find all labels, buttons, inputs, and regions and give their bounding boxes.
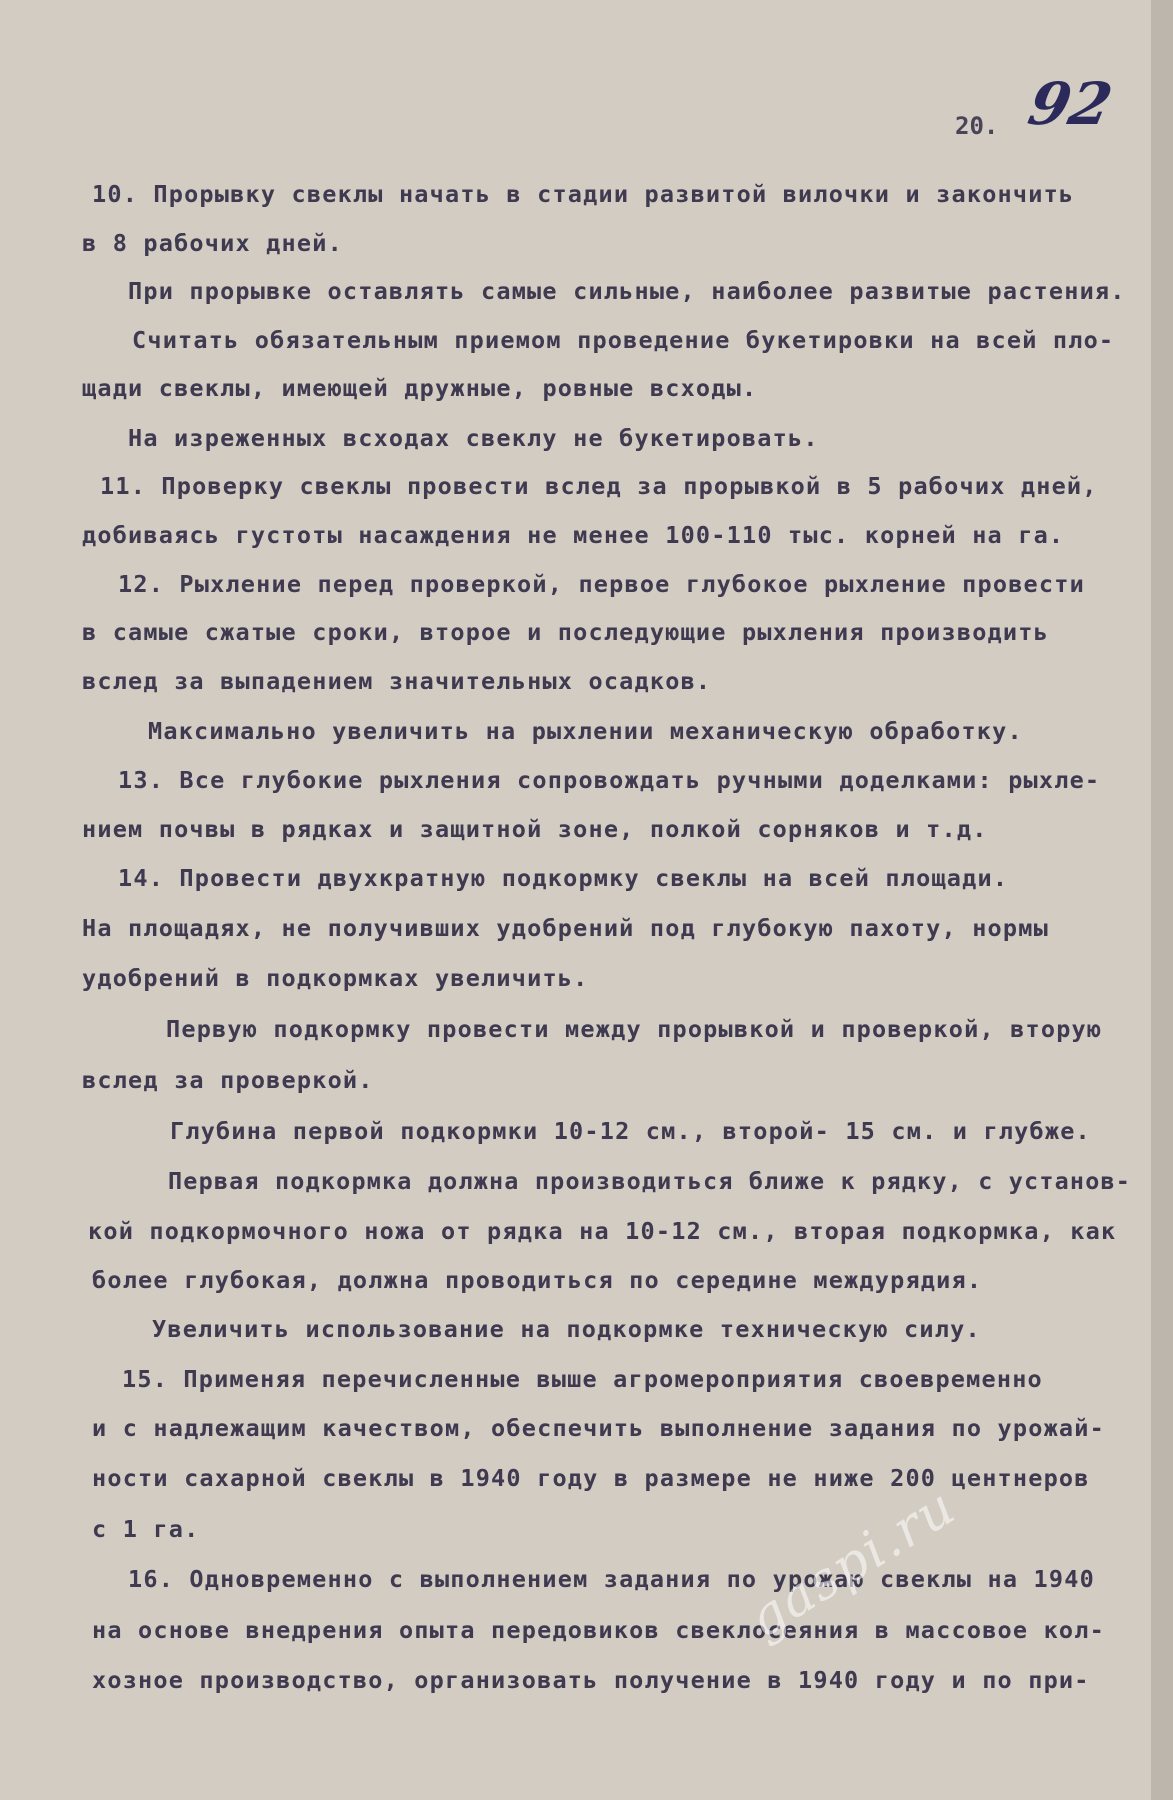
text-line: в 8 рабочих дней. [82, 229, 343, 257]
text-line: хозное производство, организовать получение в 1940 году и по при- [92, 1666, 1090, 1694]
handwritten-page-number: 92 [1022, 70, 1118, 138]
text-line: вслед за проверкой. [82, 1066, 374, 1094]
text-line: На изреженных всходах свеклу не букетировать. [128, 424, 819, 452]
text-line: 11. Проверку свеклы провести вслед за прорывкой в 5 рабочих дней, [100, 472, 1098, 500]
text-line: Увеличить использование на подкормке техническую силу. [152, 1315, 981, 1343]
text-line: Первую подкормку провести между прорывкой и проверкой, вторую [166, 1015, 1103, 1043]
text-line: 13. Все глубокие рыхления сопровождать ручными доделками: рыхле- [118, 766, 1101, 794]
text-line: При прорывке оставлять самые сильные, наиболее развитые растения. [128, 277, 1126, 305]
text-line: кой подкормочного ножа от рядка на 10-12 см., вторая подкормка, как [88, 1217, 1117, 1245]
text-line: 15. Применяя перечисленные выше агромероприятия своевременно [122, 1365, 1043, 1393]
text-line: вслед за выпадением значительных осадков. [82, 667, 712, 695]
text-line: нием почвы в рядках и защитной зоне, полкой сорняков и т.д. [82, 815, 988, 843]
text-line: 16. Одновременно с выполнением задания по урожаю свеклы на 1940 [128, 1565, 1095, 1593]
text-line: Глубина первой подкормки 10-12 см., второй- 15 см. и глубже. [170, 1117, 1091, 1145]
watermark-text: gaspi.ru [738, 1476, 967, 1650]
text-line: Максимально увеличить на рыхлении механическую обработку. [148, 717, 1023, 745]
text-line: в самые сжатые сроки, второе и последующие рыхления производить [82, 618, 1049, 646]
typed-page-number: 20. [955, 112, 999, 140]
text-line: Первая подкормка должна производиться ближе к рядку, с установ- [168, 1167, 1132, 1195]
text-line: с 1 га. [92, 1515, 200, 1543]
text-line: 10. Прорывку свеклы начать в стадии развитой вилочки и закончить [92, 180, 1075, 208]
text-line: щади свеклы, имеющей дружные, ровные всходы. [82, 374, 758, 402]
text-line: ности сахарной свеклы в 1940 году в размере не ниже 200 центнеров [92, 1464, 1090, 1492]
page-edge-shadow [1151, 0, 1173, 1800]
text-line: и с надлежащим качеством, обеспечить выполнение задания по урожай- [92, 1414, 1105, 1442]
text-line: Считать обязательным приемом проведение букетировки на всей пло- [132, 326, 1115, 354]
text-line: более глубокая, должна проводиться по середине междурядия. [92, 1266, 983, 1294]
text-line: добиваясь густоты насаждения не менее 100-110 тыс. корней на га. [82, 521, 1065, 549]
text-line: На площадях, не получивших удобрений под глубокую пахоту, нормы [82, 914, 1049, 942]
text-line: 14. Провести двухкратную подкормку свеклы на всей площади. [118, 864, 1009, 892]
text-line: на основе внедрения опыта передовиков свеклосеяния в массовое кол- [92, 1616, 1105, 1644]
text-line: удобрений в подкормках увеличить. [82, 964, 589, 992]
text-line: 12. Рыхление перед проверкой, первое глубокое рыхление провести [118, 570, 1085, 598]
